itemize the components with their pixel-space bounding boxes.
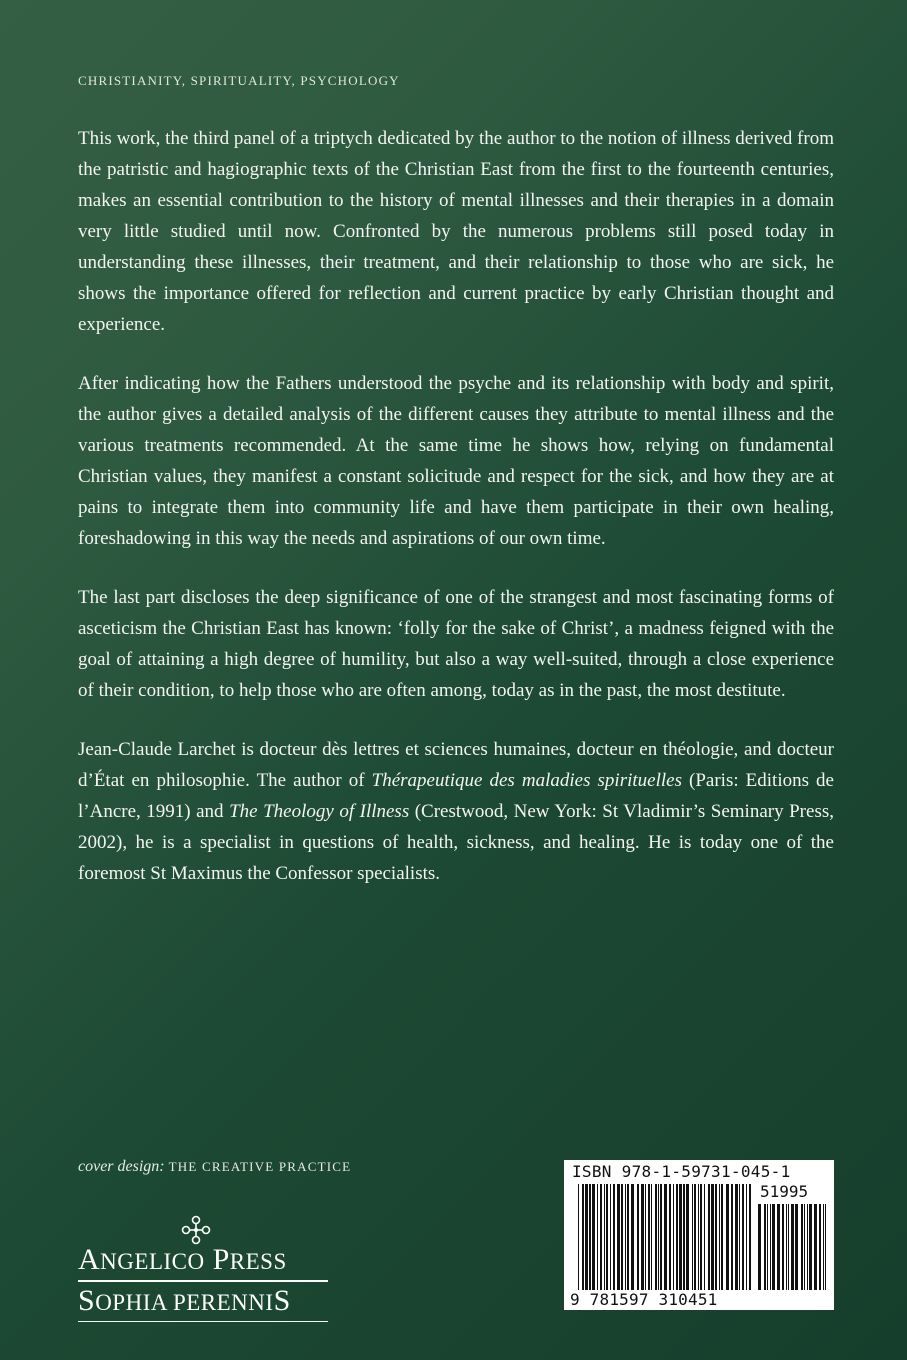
barcode-bar [645,1184,646,1290]
isbn-barcode [564,1160,834,1310]
barcode-bar [679,1184,682,1290]
cross-emblem-icon [180,1214,212,1246]
barcode-bar [669,1184,671,1290]
ean-barcode-bars [578,1184,754,1290]
barcode-bar [625,1184,626,1290]
barcode-bar [711,1184,714,1290]
barcode-bar [715,1184,717,1290]
publisher-line1-initial: A [78,1243,101,1276]
barcode-bar [777,1204,780,1290]
barcode-bar [631,1184,634,1290]
barcode-bar [814,1204,817,1290]
barcode-bar [809,1204,812,1290]
author-bio-part-2: (Paris: Editions de l’Ancre, 1991) and [78,770,834,822]
barcode-bar [708,1184,710,1290]
barcode-bar [658,1184,659,1290]
publisher-line2-final: S [273,1283,291,1317]
barcode-bar [585,1184,588,1290]
isbn-text: ISBN 978-1-59731-045-1 [572,1162,791,1181]
barcode-bar [613,1184,615,1290]
barcode-bar [686,1184,689,1290]
barcode-bar [770,1204,771,1290]
barcode-bar [651,1184,652,1290]
barcode-bar [648,1184,650,1290]
barcode-bar [676,1184,678,1290]
barcode-bar [692,1184,693,1290]
publisher-line1-initial-2: P [204,1243,230,1276]
publisher-line1-rest: NGELICO [100,1249,205,1274]
publisher-logo [78,1243,338,1322]
barcode-bar [739,1184,740,1290]
barcode-bar [627,1184,629,1290]
barcode-bar [664,1184,667,1290]
barcode-bar [719,1184,720,1290]
credit-name: THE CREATIVE PRACTICE [168,1159,352,1174]
barcode-bar [589,1184,591,1290]
book-title-theology-of-illness: The Theology of Illness [229,801,410,822]
paragraph-2: After indicating how the Fathers understood the psyche and its relationship with body and spirit, the author gives a detailed analysis of the different causes they attribute to mental illness and the various treatments recommended. At the same time he shows how, relying on fundamental Christian values, they manifest a constant solicitude and respect for the sick, and how they are at pains to integrate them into community life and have them participate in their own healing, foreshadowing in this way the needs and aspirations of our own time. [78,373,834,549]
barcode-bar [782,1204,784,1290]
barcode-bar [621,1184,623,1290]
barcode-bar [604,1184,605,1290]
barcode-bar [804,1204,805,1290]
barcode-bar [746,1184,747,1290]
barcode-bar [592,1184,595,1290]
barcode-bar [637,1184,639,1290]
addon-barcode-bars [758,1204,828,1290]
author-bio [78,734,834,889]
barcode-bar [764,1204,766,1290]
barcode-bar [700,1184,702,1290]
barcode-bar [600,1184,602,1290]
barcode-bar [660,1184,662,1290]
barcode-bar [823,1204,824,1290]
barcode-bar [767,1204,768,1290]
barcode-bar [655,1184,657,1290]
barcode-bar [582,1184,584,1290]
barcode-bar [735,1184,738,1290]
book-title-therapeutique: Thérapeutique des maladies spirituelles [371,770,682,791]
barcode-bar [807,1204,808,1290]
barcode-bar [791,1204,794,1290]
barcode-bar [795,1204,798,1290]
barcode-bar [606,1184,608,1290]
category-label: CHRISTIANITY, SPIRITUALITY, PSYCHOLOGY [78,73,400,88]
barcode-bar [825,1204,826,1290]
barcode-bar [698,1184,699,1290]
paragraph-3: The last part discloses the deep significance of one of the strangest and most fascinating forms of asceticism the Christian East has known: ‘folly for the sake of Christ’, a madness feigned with the goal of attaining a high degree of humility, but also a way well-suited, through a close experience of their condition, to help those who are often among, today as in the past, the most destitute. [78,587,834,701]
barcode-bar [758,1204,761,1290]
publisher-name-sophia [78,1284,328,1322]
paragraph-1: This work, the third panel of a triptych dedicated by the author to the notion of illness derived from the patristic and hagiographic texts of the Christian East from the first to the fourteenth centuries, makes an essential contribution to the history of mental illnesses and their therapies in a domain very little studied until now. Confronted by the numerous problems still posed today in understanding these illnesses, their treatment, and their relationship to those who are sick, he shows the importance offered for reflection and current practice by early Christian thought and experience. [78,128,834,335]
barcode-bar [694,1184,696,1290]
cover-design-credit [78,1158,351,1176]
publisher-line2-rest: OPHIA PERENNI [95,1289,274,1315]
price-code: 51995 [760,1182,809,1201]
ean-digits: 9 781597 310451 [570,1290,718,1309]
barcode-bar [704,1184,705,1290]
barcode-bar [578,1184,579,1290]
publisher-name-angelico [78,1243,338,1279]
barcode-bar [731,1184,733,1290]
barcode-bar [597,1184,598,1290]
barcode-bar [721,1184,723,1290]
barcode-bar [819,1204,821,1290]
barcode-bar [749,1184,751,1290]
publisher-divider [78,1280,328,1282]
barcode-bar [786,1204,787,1290]
publisher-line2-initial: S [78,1283,96,1317]
barcode-bar [641,1184,644,1290]
barcode-bar [683,1184,685,1290]
barcode-bar [801,1204,803,1290]
back-cover-blurb [78,123,834,917]
barcode-bar [726,1184,729,1290]
barcode-bar [788,1204,789,1290]
credit-lead: cover design: [78,1158,165,1175]
barcode-bar [673,1184,674,1290]
author-bio-part-3: (Crestwood, New York: St Vladimir’s Seminary Press, 2002), he is a specialist in questions of health, sickness, and healing. He is today one of the foremost St Maximus the Confessor specialists. [78,801,834,884]
author-bio-part-1: Jean-Claude Larchet is docteur dès lettres et sciences humaines, docteur en théologie, and docteur d’État en philosophie. The author of [78,739,834,791]
publisher-line1-rest-2: RESS [229,1249,287,1274]
barcode-bar [742,1184,744,1290]
barcode-bar [617,1184,620,1290]
barcode-bar [772,1204,775,1290]
barcode-bar [610,1184,611,1290]
